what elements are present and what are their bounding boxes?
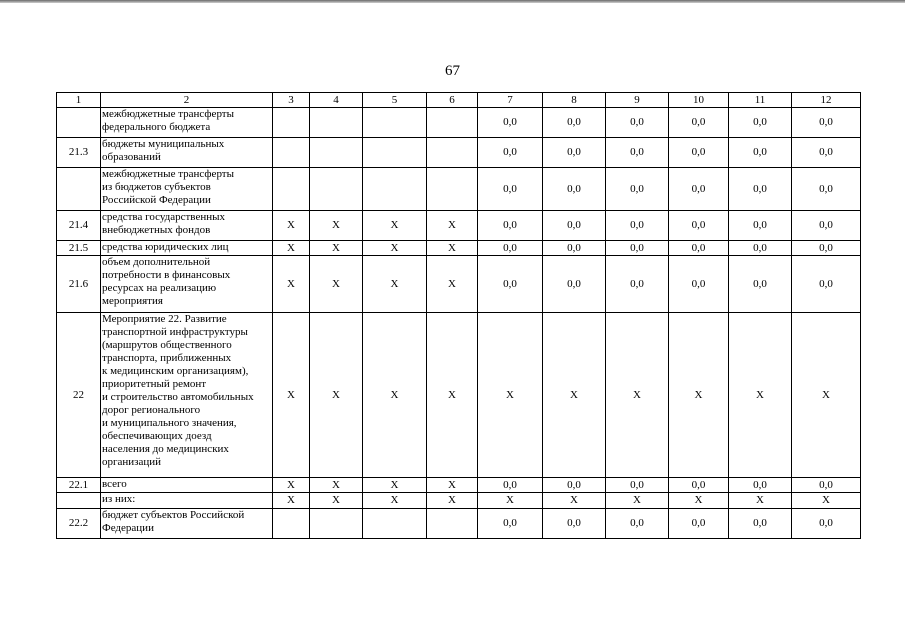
cell-col4: Х: [310, 241, 363, 256]
cell-col5: [363, 138, 427, 168]
header-cell: 10: [669, 93, 729, 108]
cell-col5: Х: [363, 241, 427, 256]
row-number: 21.4: [57, 211, 101, 241]
cell-col7: 0,0: [478, 509, 543, 539]
header-cell: 11: [729, 93, 792, 108]
header-cell: 3: [273, 93, 310, 108]
cell-col8: 0,0: [543, 211, 606, 241]
cell-col10: 0,0: [669, 168, 729, 211]
row-number: [57, 493, 101, 509]
cell-col9: Х: [606, 493, 669, 509]
cell-col7: 0,0: [478, 256, 543, 313]
row-number: 21.5: [57, 241, 101, 256]
cell-col6: Х: [427, 478, 478, 493]
cell-col11: 0,0: [729, 478, 792, 493]
cell-col10: 0,0: [669, 478, 729, 493]
cell-col7: 0,0: [478, 211, 543, 241]
table-row: [57, 108, 861, 138]
cell-col12: 0,0: [792, 478, 861, 493]
cell-col12: Х: [792, 313, 861, 478]
row-description: из них:: [101, 493, 273, 509]
cell-col7: 0,0: [478, 241, 543, 256]
cell-col5: Х: [363, 493, 427, 509]
cell-col11: 0,0: [729, 108, 792, 138]
cell-col3: Х: [273, 211, 310, 241]
cell-col9: 0,0: [606, 478, 669, 493]
row-number: 21.6: [57, 256, 101, 313]
cell-col11: 0,0: [729, 241, 792, 256]
header-cell: 8: [543, 93, 606, 108]
row-description: межбюджетные трансферты из бюджетов субъектов Российской Федерации: [101, 168, 273, 211]
header-cell: 12: [792, 93, 861, 108]
cell-col3: Х: [273, 241, 310, 256]
row-number: 22: [57, 313, 101, 478]
cell-col7: 0,0: [478, 478, 543, 493]
cell-col6: Х: [427, 493, 478, 509]
cell-col12: 0,0: [792, 241, 861, 256]
cell-col5: [363, 168, 427, 211]
cell-col3: [273, 168, 310, 211]
cell-col6: Х: [427, 256, 478, 313]
cell-col9: 0,0: [606, 168, 669, 211]
row-description: объем дополнительной потребности в финансовых ресурсах на реализацию мероприятия: [101, 256, 273, 313]
cell-col8: 0,0: [543, 241, 606, 256]
row-description: средства государственных внебюджетных фондов: [101, 211, 273, 241]
cell-col5: Х: [363, 211, 427, 241]
cell-col6: Х: [427, 211, 478, 241]
cell-col6: [427, 509, 478, 539]
cell-col4: [310, 168, 363, 211]
cell-col8: 0,0: [543, 138, 606, 168]
cell-col12: 0,0: [792, 138, 861, 168]
row-description: бюджеты муниципальных образований: [101, 138, 273, 168]
cell-col3: Х: [273, 478, 310, 493]
cell-col4: [310, 509, 363, 539]
cell-col4: Х: [310, 493, 363, 509]
table-row: [57, 241, 861, 256]
cell-col8: 0,0: [543, 478, 606, 493]
cell-col10: 0,0: [669, 211, 729, 241]
cell-col8: 0,0: [543, 256, 606, 313]
header-cell: 1: [57, 93, 101, 108]
cell-col9: Х: [606, 313, 669, 478]
cell-col9: 0,0: [606, 241, 669, 256]
cell-col11: Х: [729, 313, 792, 478]
cell-col3: Х: [273, 256, 310, 313]
cell-col10: Х: [669, 493, 729, 509]
table-row: [57, 313, 861, 478]
table-row: [57, 256, 861, 313]
cell-col6: Х: [427, 313, 478, 478]
cell-col11: Х: [729, 493, 792, 509]
cell-col10: 0,0: [669, 241, 729, 256]
row-number: 22.1: [57, 478, 101, 493]
table-row: [57, 168, 861, 211]
row-number: [57, 168, 101, 211]
cell-col10: 0,0: [669, 138, 729, 168]
cell-col7: 0,0: [478, 168, 543, 211]
row-description: бюджет субъектов Российской Федерации: [101, 509, 273, 539]
cell-col12: 0,0: [792, 256, 861, 313]
header-cell: 9: [606, 93, 669, 108]
cell-col7: 0,0: [478, 108, 543, 138]
header-cell: 4: [310, 93, 363, 108]
cell-col3: [273, 138, 310, 168]
cell-col9: 0,0: [606, 138, 669, 168]
cell-col5: [363, 108, 427, 138]
cell-col11: 0,0: [729, 509, 792, 539]
cell-col4: [310, 108, 363, 138]
header-cell: 5: [363, 93, 427, 108]
header-cell: 2: [101, 93, 273, 108]
row-number: 22.2: [57, 509, 101, 539]
cell-col10: 0,0: [669, 256, 729, 313]
cell-col4: Х: [310, 478, 363, 493]
cell-col6: [427, 108, 478, 138]
cell-col10: 0,0: [669, 108, 729, 138]
cell-col4: Х: [310, 313, 363, 478]
cell-col11: 0,0: [729, 256, 792, 313]
cell-col12: 0,0: [792, 168, 861, 211]
row-description: средства юридических лиц: [101, 241, 273, 256]
cell-col5: Х: [363, 478, 427, 493]
table-header-row: [57, 93, 861, 108]
cell-col11: 0,0: [729, 211, 792, 241]
cell-col7: Х: [478, 493, 543, 509]
cell-col12: 0,0: [792, 509, 861, 539]
row-number: [57, 108, 101, 138]
cell-col9: 0,0: [606, 256, 669, 313]
row-number: 21.3: [57, 138, 101, 168]
cell-col6: [427, 168, 478, 211]
table-row: [57, 493, 861, 509]
table-row: [57, 509, 861, 539]
cell-col7: Х: [478, 313, 543, 478]
cell-col10: Х: [669, 313, 729, 478]
cell-col5: Х: [363, 313, 427, 478]
cell-col12: 0,0: [792, 211, 861, 241]
cell-col8: Х: [543, 493, 606, 509]
scan-top-edge: [0, 0, 905, 3]
cell-col8: Х: [543, 313, 606, 478]
cell-col4: Х: [310, 211, 363, 241]
cell-col12: 0,0: [792, 108, 861, 138]
cell-col8: 0,0: [543, 168, 606, 211]
cell-col6: [427, 138, 478, 168]
cell-col11: 0,0: [729, 168, 792, 211]
cell-col4: [310, 138, 363, 168]
cell-col5: [363, 509, 427, 539]
table-row: [57, 211, 861, 241]
cell-col9: 0,0: [606, 211, 669, 241]
cell-col9: 0,0: [606, 108, 669, 138]
header-cell: 6: [427, 93, 478, 108]
cell-col9: 0,0: [606, 509, 669, 539]
cell-col3: [273, 108, 310, 138]
cell-col3: Х: [273, 313, 310, 478]
cell-col3: Х: [273, 493, 310, 509]
cell-col8: 0,0: [543, 108, 606, 138]
header-cell: 7: [478, 93, 543, 108]
table-row: [57, 478, 861, 493]
table-row: [57, 138, 861, 168]
row-description: межбюджетные трансферты федерального бюджета: [101, 108, 273, 138]
cell-col8: 0,0: [543, 509, 606, 539]
cell-col3: [273, 509, 310, 539]
row-description: всего: [101, 478, 273, 493]
cell-col10: 0,0: [669, 509, 729, 539]
cell-col6: Х: [427, 241, 478, 256]
cell-col7: 0,0: [478, 138, 543, 168]
cell-col4: Х: [310, 256, 363, 313]
page-number: 67: [445, 63, 460, 79]
cell-col5: Х: [363, 256, 427, 313]
cell-col12: Х: [792, 493, 861, 509]
row-description: Мероприятие 22. Развитие транспортной инфраструктуры (маршрутов общественного транспорта, приближенных к медицинским организациям), приоритетный ремонт и строительство автомобильных дорог регионального и муниципального значения, обеспечивающих доезд населения до медицинских организаций: [101, 313, 273, 478]
cell-col11: 0,0: [729, 138, 792, 168]
budget-table: [56, 92, 861, 539]
